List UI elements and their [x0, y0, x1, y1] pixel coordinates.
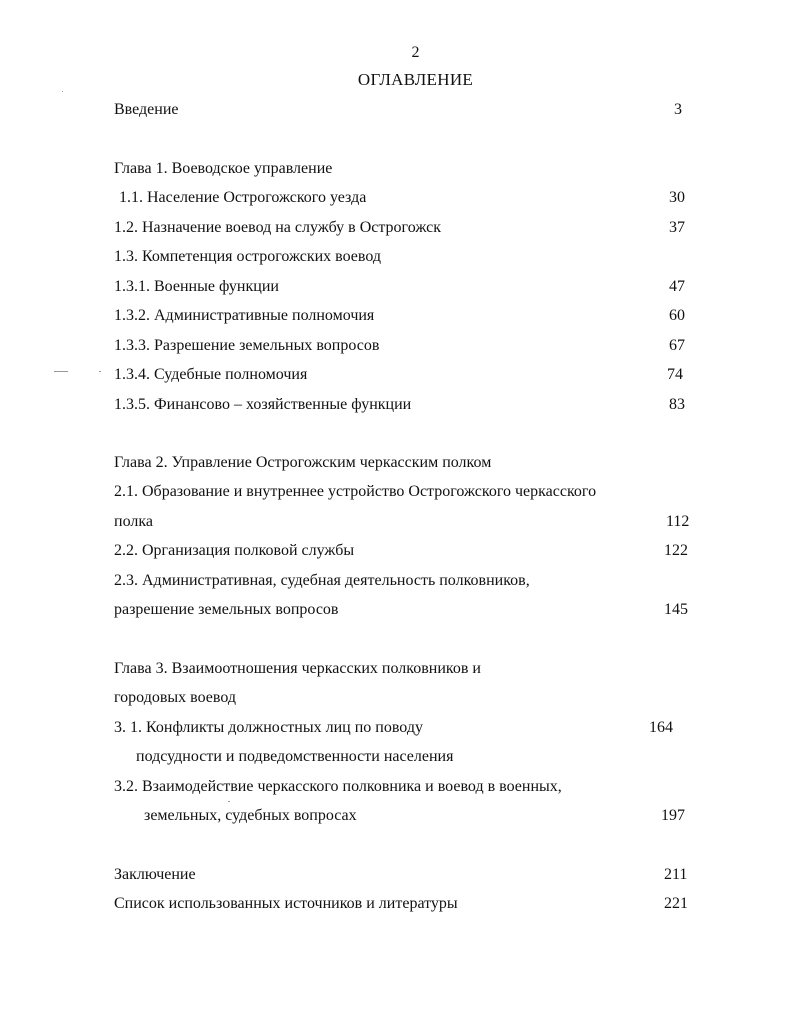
- toc-entry-text: разрешение земельных вопросов: [114, 601, 339, 618]
- toc-entry-page: 60: [669, 307, 685, 324]
- toc-entry-page: 211: [664, 866, 688, 883]
- toc-chapter: [114, 687, 694, 709]
- scan-speck: [62, 91, 63, 92]
- scan-speck: [54, 371, 68, 372]
- toc-entry-page: 30: [669, 189, 685, 206]
- toc-entry-page: 83: [669, 396, 685, 413]
- toc-entry: [114, 276, 694, 298]
- toc-entry-page: 37: [669, 219, 685, 236]
- toc-entry: [114, 217, 694, 239]
- toc-entry: [114, 776, 694, 798]
- toc-entry: [114, 187, 694, 209]
- scan-speck: [228, 801, 230, 802]
- toc-entry-text: Заключение: [114, 866, 196, 883]
- toc-entry-page: 164: [649, 719, 673, 736]
- toc-entry: [114, 246, 694, 268]
- toc-entry-page: 122: [664, 542, 688, 559]
- toc-entry-text: 1.3.3. Разрешение земельных вопросов: [114, 337, 380, 354]
- toc-entry-text: Введение: [114, 101, 179, 118]
- toc-entry: [114, 481, 694, 503]
- toc-entry: [114, 99, 694, 121]
- toc-entry-text: Список использованных источников и литературы: [114, 895, 458, 912]
- toc-entry-text: 2.1. Образование и внутреннее устройство Острогожского черкасского: [114, 483, 597, 500]
- toc-entry: [114, 864, 694, 886]
- toc-entry-text: 2.3. Административная, судебная деятельность полковников,: [114, 572, 530, 589]
- toc-entry-page: 112: [666, 513, 690, 530]
- toc-entry: [114, 599, 694, 621]
- toc-entry: [114, 717, 694, 739]
- toc-entry: [114, 805, 694, 827]
- toc-entry-text: 1.3.1. Военные функции: [114, 278, 279, 295]
- toc-entry-page: 197: [661, 807, 685, 824]
- scan-speck: [99, 371, 101, 372]
- toc-entry-text: 1.1. Население Острогожского уезда: [119, 189, 367, 206]
- toc-entry-text: 2.2. Организация полковой службы: [114, 542, 355, 559]
- toc-entry-text: городовых воевод: [114, 689, 237, 706]
- toc-entry-page: 145: [664, 601, 688, 618]
- toc-entry: [114, 746, 694, 768]
- toc-entry-text: 1.3.5. Финансово – хозяйственные функции: [114, 396, 412, 413]
- toc-chapter: [114, 658, 694, 680]
- toc-entry-page: 221: [664, 895, 688, 912]
- toc-entry-text: земельных, судебных вопросах: [144, 807, 357, 824]
- toc-entry-text: подсудности и подведомственности населения: [136, 748, 454, 765]
- toc-entry: [114, 394, 694, 416]
- toc-entry: [114, 511, 694, 533]
- toc-entry-text: 1.3.4. Судебные полномочия: [114, 366, 308, 383]
- toc-entry: [114, 364, 694, 386]
- toc-entry-text: Глава 1. Воеводское управление: [114, 160, 333, 177]
- toc-entry-text: 1.3.2. Административные полномочия: [114, 307, 375, 324]
- page-number: 2: [411, 44, 420, 61]
- toc-entry-text: 1.3. Компетенция острогожских воевод: [114, 248, 382, 265]
- toc-entry-text: полка: [114, 513, 153, 530]
- toc-entry: [114, 305, 694, 327]
- toc-entry-page: 74: [667, 366, 683, 383]
- toc-chapter: [114, 452, 694, 474]
- toc-entry: [114, 540, 694, 562]
- toc-chapter: [114, 158, 694, 180]
- toc-entry-page: 3: [674, 101, 682, 118]
- toc-entry-text: 1.2. Назначение воевод на службу в Острогожск: [114, 219, 441, 236]
- toc-entry-page: 67: [669, 337, 685, 354]
- toc-entry-text: 3.2. Взаимодействие черкасского полковника и воевод в военных,: [114, 778, 562, 795]
- toc-entry: [114, 893, 694, 915]
- toc-entry-text: 3. 1. Конфликты должностных лиц по поводу: [114, 719, 423, 736]
- toc-entry: [114, 335, 694, 357]
- toc-entry-text: Глава 3. Взаимоотношения черкасских полковников и: [114, 660, 481, 677]
- toc-entry-page: 47: [669, 278, 685, 295]
- page-title: ОГЛАВЛЕНИЕ: [357, 70, 474, 89]
- toc-entry-text: Глава 2. Управление Острогожским черкасским полком: [114, 454, 492, 471]
- toc-entry: [114, 570, 694, 592]
